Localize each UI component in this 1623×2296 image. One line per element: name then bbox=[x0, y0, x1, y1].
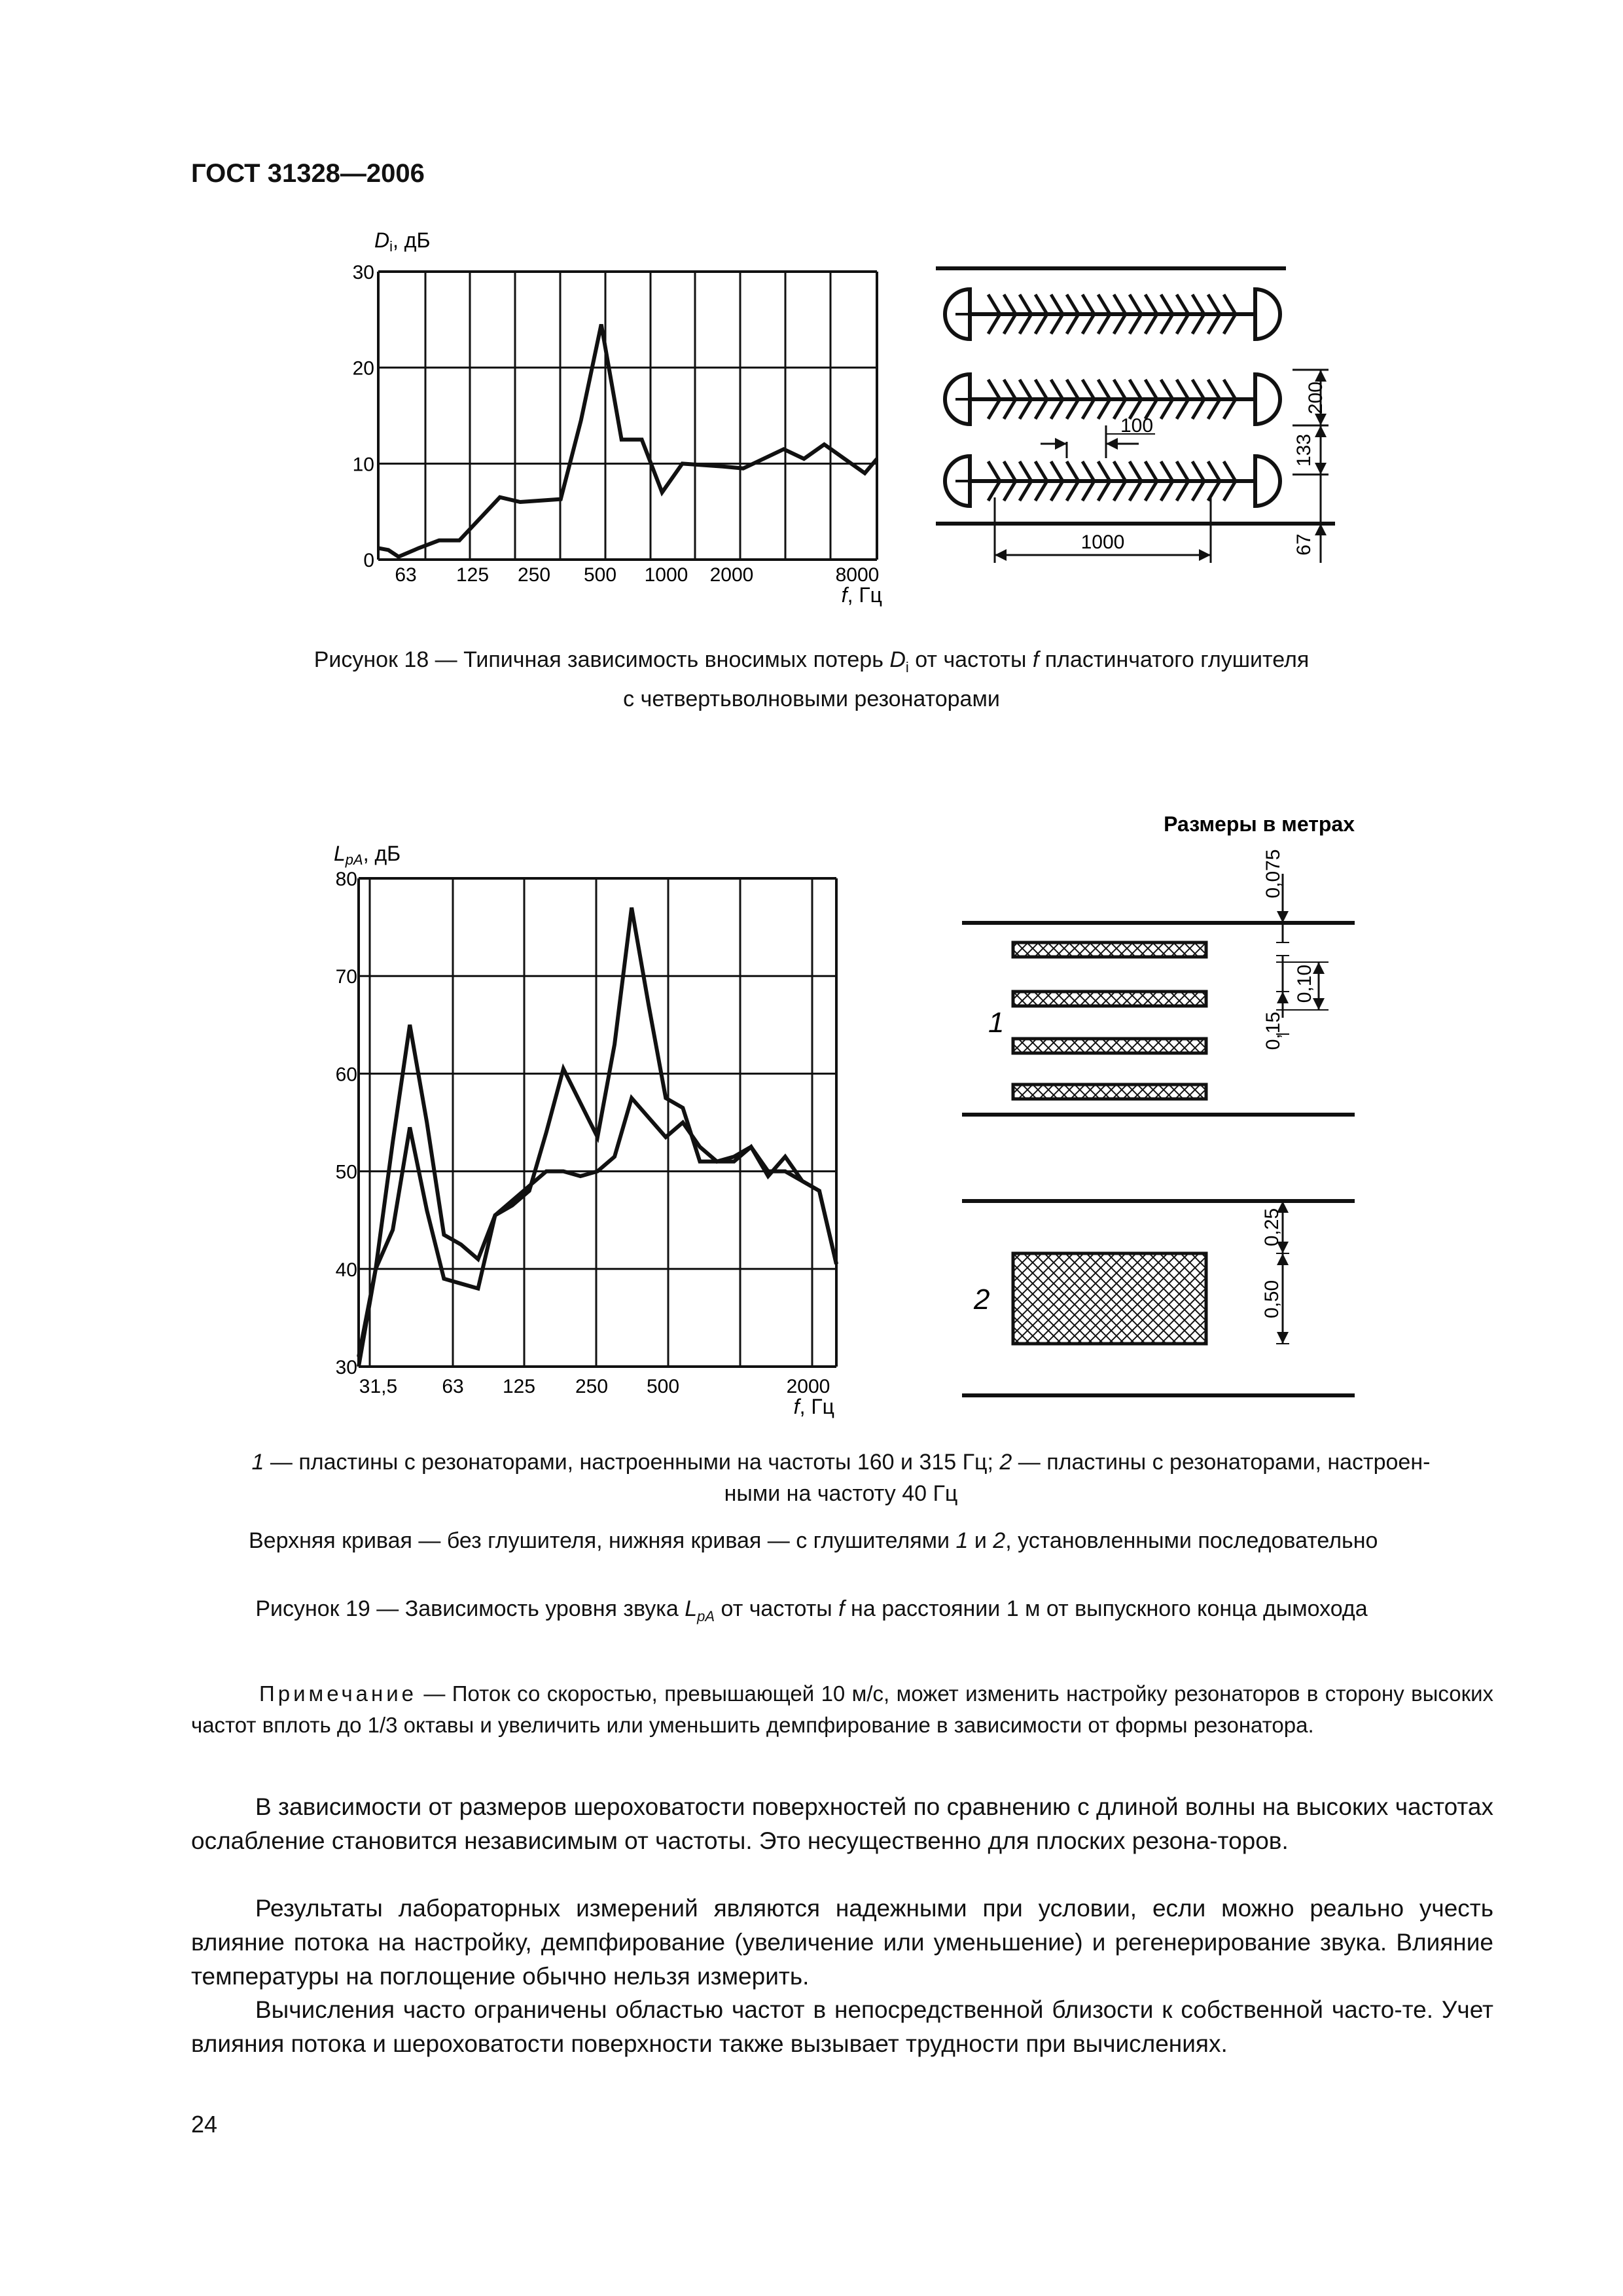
fig19-legend: 1 — пластины с резонаторами, настроенными на частоты 160 и 315 Гц; 2 — пластины с резонаторами, настроен- ными на частоту 40 Гц bbox=[251, 1450, 1431, 1506]
fig19-xtick: 2000 bbox=[786, 1376, 830, 1397]
fig18-xtick: 8000 bbox=[835, 564, 880, 586]
dim-0075: 0,075 bbox=[1262, 849, 1284, 899]
fig18-caption: Рисунок 18 — Типичная зависимость вносимых потерь $D_i$ от частоты f пластинчатого глушителя с четвертьволновыми резонаторами bbox=[313, 647, 1310, 711]
fig18-xtick: 250 bbox=[517, 564, 551, 586]
document-header: ГОСТ 31328—2006 bbox=[191, 159, 425, 188]
fig19-xtick: 125 bbox=[502, 1376, 536, 1397]
fig19-ytick: 40 bbox=[335, 1259, 357, 1281]
resonator-plate bbox=[945, 289, 1280, 339]
fig18-ytick: 0 bbox=[363, 550, 374, 571]
note-label: Примечание bbox=[259, 1681, 418, 1706]
fig18-grid bbox=[378, 272, 877, 560]
fig18-chart bbox=[340, 223, 903, 615]
dim-050: 0,50 bbox=[1260, 1280, 1283, 1319]
fig18-series-di bbox=[378, 325, 877, 557]
plate-strip bbox=[1013, 942, 1206, 957]
resonator-plate bbox=[945, 374, 1280, 424]
fig19-grid bbox=[359, 878, 836, 1367]
dim-1000: 1000 bbox=[1080, 531, 1125, 553]
fig19-schematic bbox=[949, 802, 1394, 1417]
fig18-ytick: 20 bbox=[352, 357, 374, 380]
fig19-chart bbox=[314, 838, 877, 1427]
fig18-xtick: 125 bbox=[455, 564, 490, 586]
page-number: 24 bbox=[191, 2111, 218, 2138]
fig19-xtick: 500 bbox=[646, 1376, 680, 1397]
dim-133: 133 bbox=[1293, 433, 1315, 467]
fig19-xtick: 63 bbox=[442, 1376, 464, 1397]
dim-100: 100 bbox=[1120, 415, 1154, 437]
fig18-ytick: 30 bbox=[352, 262, 374, 283]
units-title: Размеры в метрах bbox=[1164, 812, 1355, 836]
fig19-ytick: 60 bbox=[335, 1064, 357, 1086]
fig19-ytick: 80 bbox=[335, 869, 357, 890]
fig18-xtick: 2000 bbox=[709, 564, 754, 586]
fig18-xlabel: f, Гц bbox=[841, 583, 882, 607]
plate-strip bbox=[1013, 992, 1206, 1006]
label-duct-1: 1 bbox=[988, 1007, 1005, 1039]
label-duct-2: 2 bbox=[974, 1283, 990, 1316]
fig19-ytick: 50 bbox=[335, 1161, 357, 1183]
fig19-caption: Рисунок 19 — Зависимость уровня звука $L_{pA}$ от частоты f на расстоянии 1 м от выпускного конца дымохода bbox=[255, 1596, 1368, 1624]
fig18-ylabel: Di, дБ bbox=[374, 228, 431, 255]
fig19-xlabel: f, Гц bbox=[793, 1395, 834, 1418]
dim-025: 0,25 bbox=[1260, 1208, 1283, 1247]
fig19-ylabel: LpA, дБ bbox=[334, 842, 401, 868]
fig18-schematic bbox=[929, 249, 1361, 576]
dim-67: 67 bbox=[1293, 533, 1315, 556]
plate-block-duct2 bbox=[1013, 1253, 1206, 1344]
plate-strip bbox=[1013, 1039, 1206, 1053]
fig18-xtick: 1000 bbox=[644, 564, 688, 586]
dim-200: 200 bbox=[1304, 381, 1327, 415]
fig18-xtick: 500 bbox=[583, 564, 617, 586]
fig19-xtick: 31,5 bbox=[359, 1376, 398, 1397]
plate-strip bbox=[1013, 1085, 1206, 1099]
fig18-ytick: 10 bbox=[352, 454, 374, 476]
note-block: Примечание — Поток со скоростью, превышающей 10 м/с, может изменить настройку резонаторов в сторону высоких частот вплоть до 1/3 октавы и увеличить или уменьшить демпфирование в зависимости от формы резонатора. bbox=[191, 1681, 1493, 1737]
fig19-ytick: 30 bbox=[335, 1357, 357, 1378]
dim-010: 0,10 bbox=[1293, 964, 1315, 1003]
dim-015: 0,15 bbox=[1262, 1011, 1284, 1050]
fig19-ytick: 70 bbox=[335, 966, 357, 988]
paragraph-2: Результаты лабораторных измерений являются надежными при условии, если можно реально учесть влияние потока на настройку, демпфирование (увеличение или уменьшение) и регенерирование звука. Влияние температуры на поглощение обычно нельзя измерить. bbox=[191, 1895, 1493, 1990]
paragraph-3: Вычисления часто ограничены областью частот в непосредственной близости к собственной часто-те. Учет влияния потока и шероховатости поверхности также вызывает трудности при вычислениях. bbox=[191, 1996, 1493, 2057]
paragraph-1: В зависимости от размеров шероховатости поверхностей по сравнению с длиной волны на высоких частотах ослабление становится независимым от частоты. Это несущественно для плоских резона-торов. bbox=[191, 1793, 1493, 1854]
fig19-xtick: 250 bbox=[575, 1376, 609, 1397]
fig19-curves-note: Верхняя кривая — без глушителя, нижняя кривая — с глушителями 1 и 2, установленными последовательно bbox=[249, 1528, 1378, 1553]
fig18-xtick: 63 bbox=[395, 564, 417, 586]
